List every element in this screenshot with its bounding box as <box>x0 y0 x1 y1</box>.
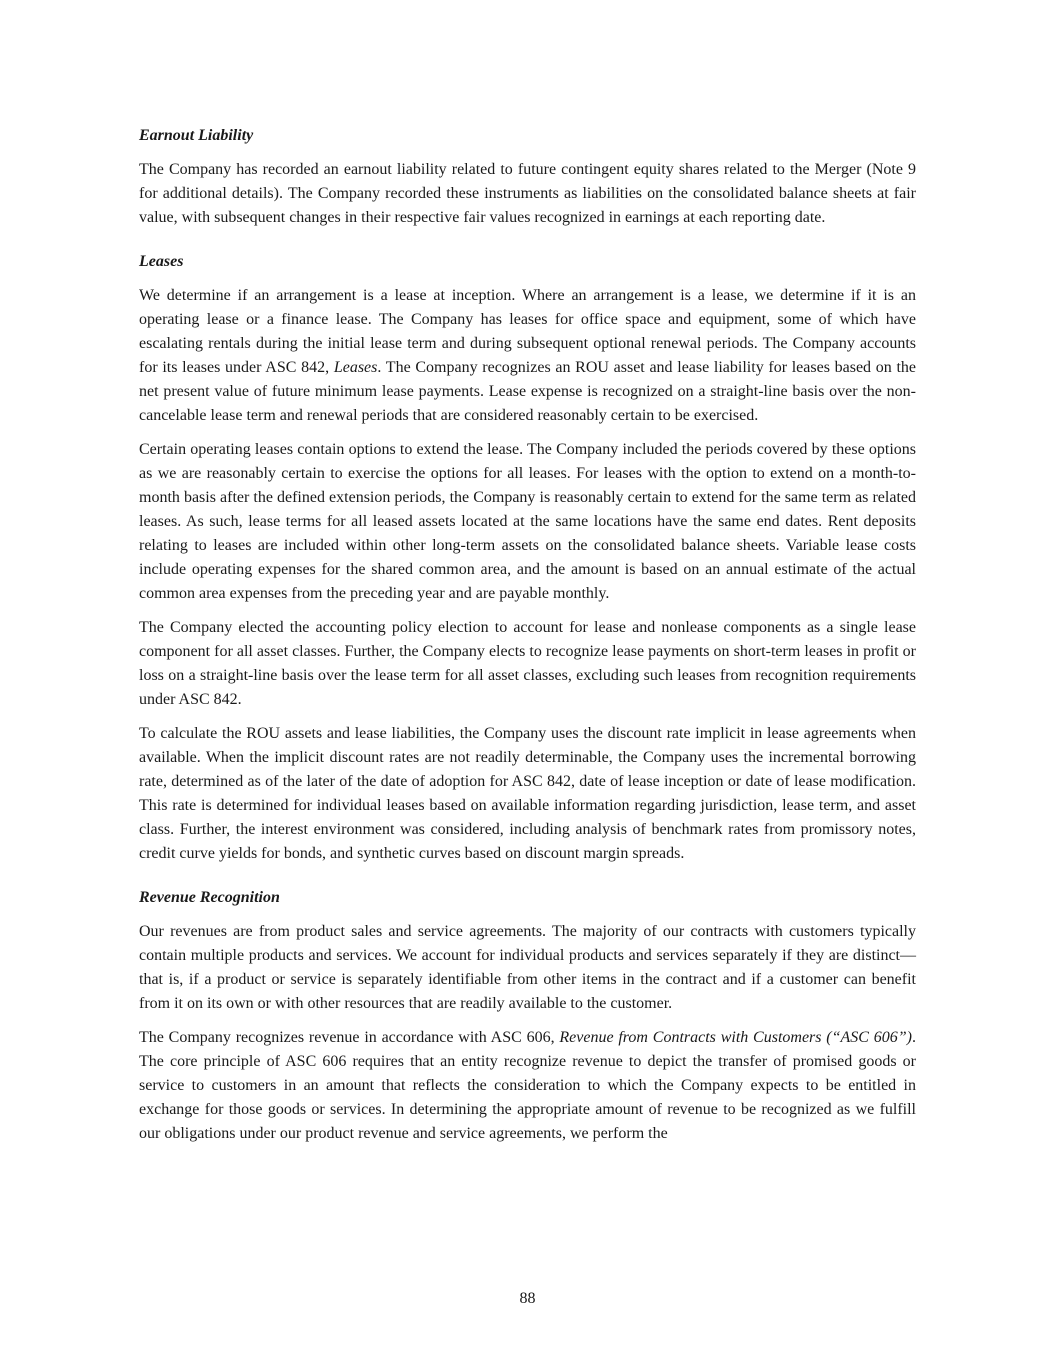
earnout-liability-heading: Earnout Liability <box>139 127 254 144</box>
revenue-paragraph-1: Our revenues are from product sales and service agreements. The majority of our contracts with customers typically contain multiple products and services. We account for individual products and services separately if they are distinct—that is, if a product or service is separately identifiable from other items in the contract and if a customer can benefit from it on its own or with other resources that are readily available to the customer. <box>139 923 916 1012</box>
leases-heading: Leases <box>139 253 184 270</box>
leases-p1-italic: Leases <box>333 359 378 376</box>
leases-paragraph-2: Certain operating leases contain options to extend the lease. The Company included the periods covered by these options as we are reasonably certain to exercise the options for all leases. For leases with the option to extend on a month-to-month basis after the defined extension periods, the Company is reasonably certain to extend for the same term as related leases. As such, lease terms for all leased assets located at the same locations have the same end dates. Rent deposits relating to leases are included within other long-term assets on the consolidated balance sheets. Variable lease costs include operating expenses for the shared common area, and the amount is based on an annual estimate of the actual common area expenses from the preceding year and are payable monthly. <box>139 441 916 602</box>
leases-paragraph-3: The Company elected the accounting policy election to account for lease and nonlease components as a single lease component for all asset classes. Further, the Company elects to recognize lease payments on short-term leases in profit or loss on a straight-line basis over the lease term for all asset classes, excluding such leases from recognition requirements under ASC 842. <box>139 619 916 708</box>
leases-paragraph-4: To calculate the ROU assets and lease liabilities, the Company uses the discount rate implicit in lease agreements when available. When the implicit discount rates are not readily determinable, the Company uses the incremental borrowing rate, determined as of the later of the date of adoption for ASC 842, date of lease inception or date of lease modification. This rate is determined for individual leases based on available information regarding jurisdiction, lease term, and asset class. Further, the interest environment was considered, including analysis of benchmark rates from promissory notes, credit curve yields for bonds, and synthetic curves based on discount margin spreads. <box>139 725 916 862</box>
revenue-paragraph-2 <box>139 1026 916 1146</box>
leases-paragraph-1 <box>139 284 916 428</box>
document-body <box>139 124 916 1156</box>
revenue-p2-text-a: The Company recognizes revenue in accordance with ASC 606, <box>139 1029 560 1046</box>
revenue-recognition-heading: Revenue Recognition <box>139 889 280 906</box>
revenue-p2-text-b: . The core principle of ASC 606 requires that an entity recognize revenue to depict the transfer of promised goods or service to customers in an amount that reflects the consideration to which the Company expects to be entitled in exchange for those goods or services. In determining the appropriate amount of revenue to be recognized as we fulfill our obligations under our product revenue and service agreements, we perform the <box>139 1029 916 1142</box>
revenue-p2-italic: Revenue from Contracts with Customers (“ASC 606”) <box>559 1029 912 1046</box>
leases-p1-text-a: We determine if an arrangement is a lease at inception. Where an arrangement is a lease, we determine if it is an operating lease or a finance lease. The Company has leases for office space and equipment, some of which have escalating rentals during the initial lease term and during subsequent optional renewal periods. The Company accounts for its leases under ASC 842, <box>139 287 916 376</box>
leases-p1-text-b: . The Company recognizes an ROU asset and lease liability for leases based on the net present value of future minimum lease payments. Lease expense is recognized on a straight-line basis over the non-cancelable lease term and renewal periods that are considered reasonably certain to be exercised. <box>139 359 916 424</box>
page-number: 88 <box>519 1290 536 1307</box>
earnout-paragraph: The Company has recorded an earnout liability related to future contingent equity shares related to the Merger (Note 9 for additional details). The Company recorded these instruments as liabilities on the consolidated balance sheets at fair value, with subsequent changes in their respective fair values recognized in earnings at each reporting date. <box>139 161 916 226</box>
